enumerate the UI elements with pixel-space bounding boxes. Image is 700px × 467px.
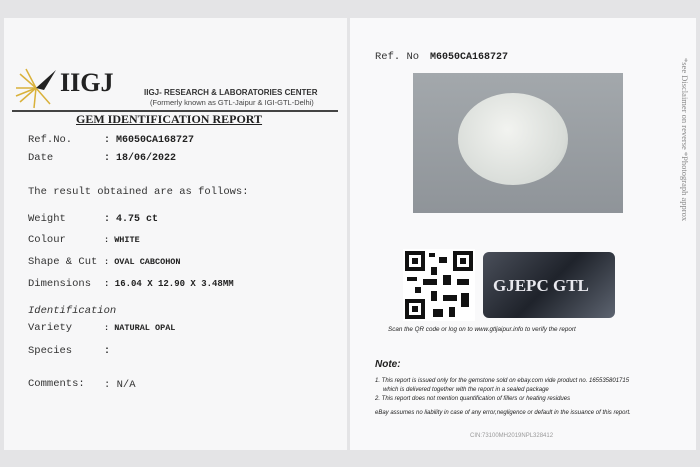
variety-label: Variety (28, 322, 73, 334)
dimensions-label: Dimensions (28, 278, 92, 290)
ebay-disclaimer: eBay assumes no liability in case of any error,negligence or default in the issuance of this report. (375, 410, 631, 416)
lab-name: IIGJ- RESEARCH & LABORATORIES CENTER (144, 88, 318, 97)
qr-code-icon[interactable] (403, 249, 475, 321)
intro-text: The result obtained are as follows: (28, 186, 249, 198)
colour-label: Colour (28, 234, 66, 246)
side-disclaimer: *see Disclaimer on reverse *Photograph approx (680, 58, 690, 222)
right-page (350, 18, 696, 450)
weight-label: Weight (28, 213, 66, 225)
note-2: 2. This report does not mention quantification of fillers or heating residues (375, 396, 571, 402)
side-text-wrap (680, 58, 692, 358)
colour-value: : WHITE (104, 235, 140, 245)
right-ref-label: Ref. No (375, 51, 420, 63)
scan-instruction: Scan the QR code or log on to www.gtljaipur.info to verify the report (388, 326, 576, 333)
date-label: Date (28, 152, 54, 164)
dimensions-value: : 16.04 X 12.90 X 3.48MM (104, 279, 234, 289)
ref-value: : M6050CA168727 (104, 135, 195, 146)
species-value: : (104, 346, 111, 357)
note-1-cont: which is delivered together with the report in a sealed package (383, 387, 549, 393)
report-title: GEM IDENTIFICATION REPORT (76, 112, 263, 126)
right-ref-value: M6050CA168727 (430, 52, 509, 63)
comments-label: Comments: (28, 378, 85, 390)
left-page (4, 18, 347, 450)
logo-text: IIGJ (60, 68, 114, 97)
shape-value: : OVAL CABCOHON (104, 257, 181, 267)
weight-value: : 4.75 ct (104, 214, 159, 225)
cin-number: CIN:73100MH2019NPL328412 (470, 433, 554, 439)
logo-sunburst-icon (14, 66, 58, 110)
identification-heading: Identification (28, 305, 117, 317)
shape-label: Shape & Cut (28, 256, 98, 268)
ref-label: Ref.No. (28, 134, 73, 146)
hologram-sticker (483, 252, 615, 318)
gemstone-photo (413, 73, 623, 213)
hologram-text: GJEPC GTL (493, 276, 589, 295)
note-1: 1. This report is issued only for the gemstone sold on ebay.com vide product no. 165535801715 (375, 378, 630, 384)
date-value: : 18/06/2022 (104, 153, 177, 164)
opal-stone (458, 93, 568, 185)
formerly-text: (Formerly known as GTL-Jaipur & IGI-GTL-Delhi) (150, 98, 314, 107)
species-label: Species (28, 345, 73, 357)
note-title: Note: (375, 359, 401, 370)
variety-value: : NATURAL OPAL (104, 323, 176, 333)
comments-value: : N/A (104, 379, 136, 391)
